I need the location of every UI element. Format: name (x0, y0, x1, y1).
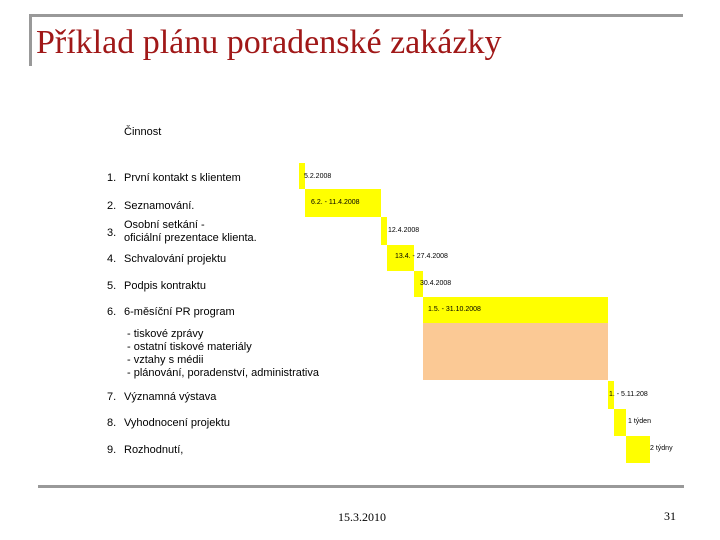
task-label: Seznamování. (124, 200, 195, 212)
task-label: Významná výstava (124, 391, 217, 403)
frame-top-line (29, 14, 683, 17)
task-label: Schvalování projektu (124, 253, 227, 265)
frame-bottom-line (38, 485, 684, 488)
gantt-bar-label: 1.5. - 31.10.2008 (428, 306, 481, 313)
task-label: Vyhodnocení projektu (124, 417, 230, 429)
pr-subitem: - vztahy s médii (127, 354, 204, 366)
gantt-bar-label: 30.4.2008 (420, 280, 452, 287)
gantt-bar (614, 409, 626, 436)
task-label: 6-měsíční PR program (124, 306, 235, 318)
gantt-bar-label: 1. - 5.11.208 (609, 391, 648, 398)
task-label: První kontakt s klientem (124, 172, 241, 184)
task-label: Rozhodnutí, (124, 444, 184, 456)
gantt-bar (381, 217, 387, 245)
task-number: 5. (107, 280, 117, 292)
footer-date: 15.3.2010 (338, 510, 386, 524)
task-number: 6. (107, 306, 117, 318)
gantt-bar-label: 5.2.2008 (304, 173, 332, 180)
gantt-bar-label: 6.2. - 11.4.2008 (311, 199, 360, 206)
frame-left-line (29, 14, 32, 66)
task-number: 2. (107, 200, 117, 212)
gantt-bar-label: 12.4.2008 (388, 227, 420, 234)
task-label-line1: Osobní setkání - (124, 219, 205, 231)
gantt-bar (626, 436, 650, 463)
pr-subitem: - tiskové zprávy (127, 328, 204, 340)
task-number: 8. (107, 417, 117, 429)
task-number: 9. (107, 444, 117, 456)
task-number: 3. (107, 227, 117, 239)
task-label-line2: oficiální prezentace klienta. (124, 232, 257, 244)
gantt-bar-label: 2 týdny (650, 445, 673, 452)
slide-title: Příklad plánu poradenské zakázky (36, 24, 502, 61)
gantt-bar-label: 1 týden (628, 418, 651, 425)
pr-subitem: - plánování, poradenství, administrativa (127, 367, 319, 379)
task-number: 1. (107, 172, 117, 184)
task-label: Podpis kontraktu (124, 280, 206, 292)
pr-subitem: - ostatní tiskové materiály (127, 341, 252, 353)
task-number: 7. (107, 391, 117, 403)
pr-program-block (423, 323, 608, 380)
gantt-bar-label: 13.4. - 27.4.2008 (395, 253, 448, 260)
task-number: 4. (107, 253, 117, 265)
page-number: 31 (664, 509, 676, 523)
column-header: Činnost (124, 126, 162, 138)
